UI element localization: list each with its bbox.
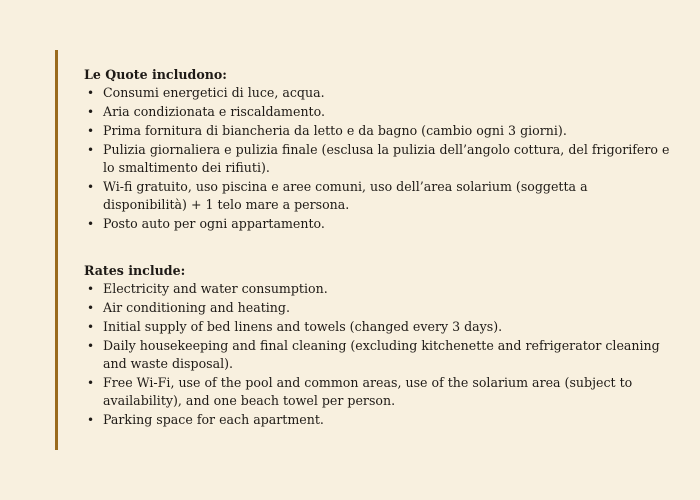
list-item <box>84 122 674 140</box>
list-item-text: Free Wi-Fi, use of the pool and common areas, use of the solarium area (subject to availability), and one beach towel per person. <box>103 375 633 408</box>
list-item <box>84 215 674 233</box>
list-item <box>84 141 674 177</box>
list-item-text: Prima fornitura di biancheria da letto e da bagno (cambio ogni 3 giorni). <box>103 123 567 138</box>
bullet-icon: • <box>87 376 95 390</box>
section-italian <box>84 66 674 233</box>
list-item <box>84 178 674 214</box>
accent-rule <box>55 50 58 450</box>
bullet-icon: • <box>87 320 95 334</box>
section-title: Le Quote includono: <box>84 67 227 82</box>
list-item-text: Electricity and water consumption. <box>103 281 328 296</box>
bullet-icon: • <box>87 124 95 138</box>
list-item <box>84 84 674 102</box>
list-item-text: Wi-fi gratuito, uso piscina e aree comuni, uso dell’area solarium (soggetta a disponibilità) + 1 telo mare a persona. <box>103 179 588 212</box>
list-item-text: Daily housekeeping and final cleaning (excluding kitchenette and refrigerator cleaning and waste disposal). <box>103 338 660 371</box>
list-item-text: Air conditioning and heating. <box>103 300 290 315</box>
list-item-text: Aria condizionata e riscaldamento. <box>103 104 325 119</box>
bullet-icon: • <box>87 105 95 119</box>
list-item-text: Posto auto per ogni appartamento. <box>103 216 325 231</box>
bullet-icon: • <box>87 180 95 194</box>
bullet-icon: • <box>87 86 95 100</box>
section-title: Rates include: <box>84 263 186 278</box>
list-item-text: Parking space for each apartment. <box>103 412 324 427</box>
section-english <box>84 262 674 429</box>
list-item <box>84 374 674 410</box>
list-item-text: Consumi energetici di luce, acqua. <box>103 85 325 100</box>
bullet-icon: • <box>87 413 95 427</box>
list-item-text: Pulizia giornaliera e pulizia finale (esclusa la pulizia dell’angolo cottura, del frigorifero e lo smaltimento dei rifiuti). <box>103 142 670 175</box>
list-item <box>84 280 674 298</box>
list-item-text: Initial supply of bed linens and towels (changed every 3 days). <box>103 319 503 334</box>
bullet-icon: • <box>87 339 95 353</box>
list-item <box>84 337 674 373</box>
bullet-icon: • <box>87 301 95 315</box>
list-item <box>84 103 674 121</box>
item-list <box>84 84 674 233</box>
bullet-icon: • <box>87 143 95 157</box>
bullet-icon: • <box>87 282 95 296</box>
item-list <box>84 280 674 429</box>
bullet-icon: • <box>87 217 95 231</box>
content <box>84 66 674 430</box>
list-item <box>84 299 674 317</box>
list-item <box>84 411 674 429</box>
list-item <box>84 318 674 336</box>
